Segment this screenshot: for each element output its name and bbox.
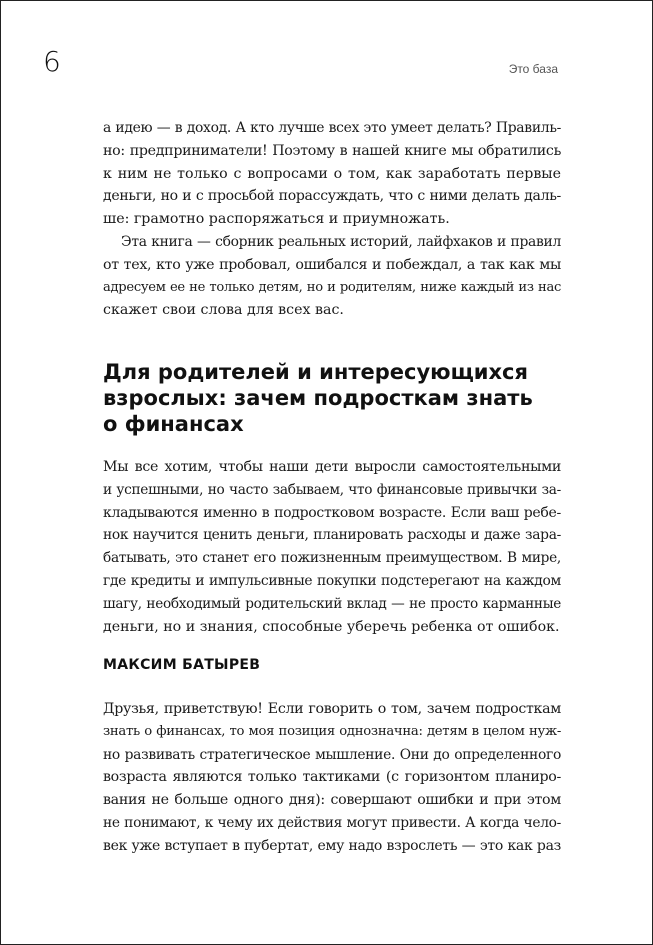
intro-paragraph-2: [103, 231, 561, 322]
intro-paragraph-1: [103, 117, 561, 231]
heading-line: о финансах: [103, 412, 244, 436]
text-line: скажет свои слова для всех вас.: [103, 302, 344, 319]
section-paragraph: [103, 456, 561, 638]
text-line: деньги, но и знания, способные уберечь ребенка от ошибок.: [103, 618, 560, 635]
heading-line: Для родителей и интересующихся: [103, 360, 528, 384]
text-line: вания не больше одного дня): совершают ошибки и при этом: [103, 792, 561, 809]
author-name: МАКСИМ БАТЫРЕВ: [103, 657, 261, 673]
text-line: не понимают, к чему их действия могут привести. А когда чело-: [103, 814, 561, 831]
text-line: век уже вступает в пубертат, ему надо взрослеть — это как раз: [103, 837, 561, 854]
text-line: но развивать стратегическое мышление. Они до определенного: [103, 746, 561, 763]
text-line: и успешными, но часто забываем, что финансовые привычки за-: [103, 481, 561, 498]
text-line: адресуем ее не только детям, но и родителям, ниже каждый из нас: [103, 279, 561, 295]
heading-line: взрослых: зачем подросткам знать: [103, 386, 533, 410]
text-line: знать о финансах, то моя позиция однозначна: детям в целом нуж-: [103, 723, 561, 739]
text-line: Эта книга — сборник реальных историй, лайфхаков и правил: [121, 234, 561, 250]
text-line: ше: грамотно распоряжаться и приумножать.: [103, 211, 450, 228]
text-line: батывать, это станет его пожизненным преимуществом. В мире,: [103, 550, 561, 567]
text-line: возраста являются только тактиками (с горизонтом планиро-: [103, 769, 561, 786]
text-line: нок научится ценить деньги, планировать расходы и даже зара-: [103, 527, 561, 544]
page-number: 6: [43, 45, 61, 78]
text-line: к ним не только с вопросами о том, как заработать первые: [103, 165, 561, 182]
text-line: кладываются именно в подростковом возрасте. Если ваш ребе-: [103, 504, 561, 521]
running-head: Это база: [508, 62, 558, 76]
text-line: но: предприниматели! Поэтому в нашей книге мы обратились: [103, 142, 561, 159]
text-line: Друзья, приветствую! Если говорить о том, зачем подросткам: [103, 701, 561, 717]
text-line: деньги, но и с просьбой порассуждать, что с ними делать даль-: [103, 188, 561, 205]
text-line: шагу, необходимый родительский вклад — не просто карманные: [103, 595, 561, 612]
text-line: Мы все хотим, чтобы наши дети выросли самостоятельными: [103, 459, 561, 475]
author-paragraph: [103, 698, 561, 858]
text-line: от тех, кто уже пробовал, ошибался и побеждал, а так как мы: [103, 256, 561, 273]
section-heading: [103, 359, 573, 437]
text-line: а идею — в доход. А кто лучше всех это умеет делать? Правиль-: [103, 120, 561, 136]
text-line: где кредиты и импульсивные покупки подстерегают на каждом: [103, 572, 561, 589]
